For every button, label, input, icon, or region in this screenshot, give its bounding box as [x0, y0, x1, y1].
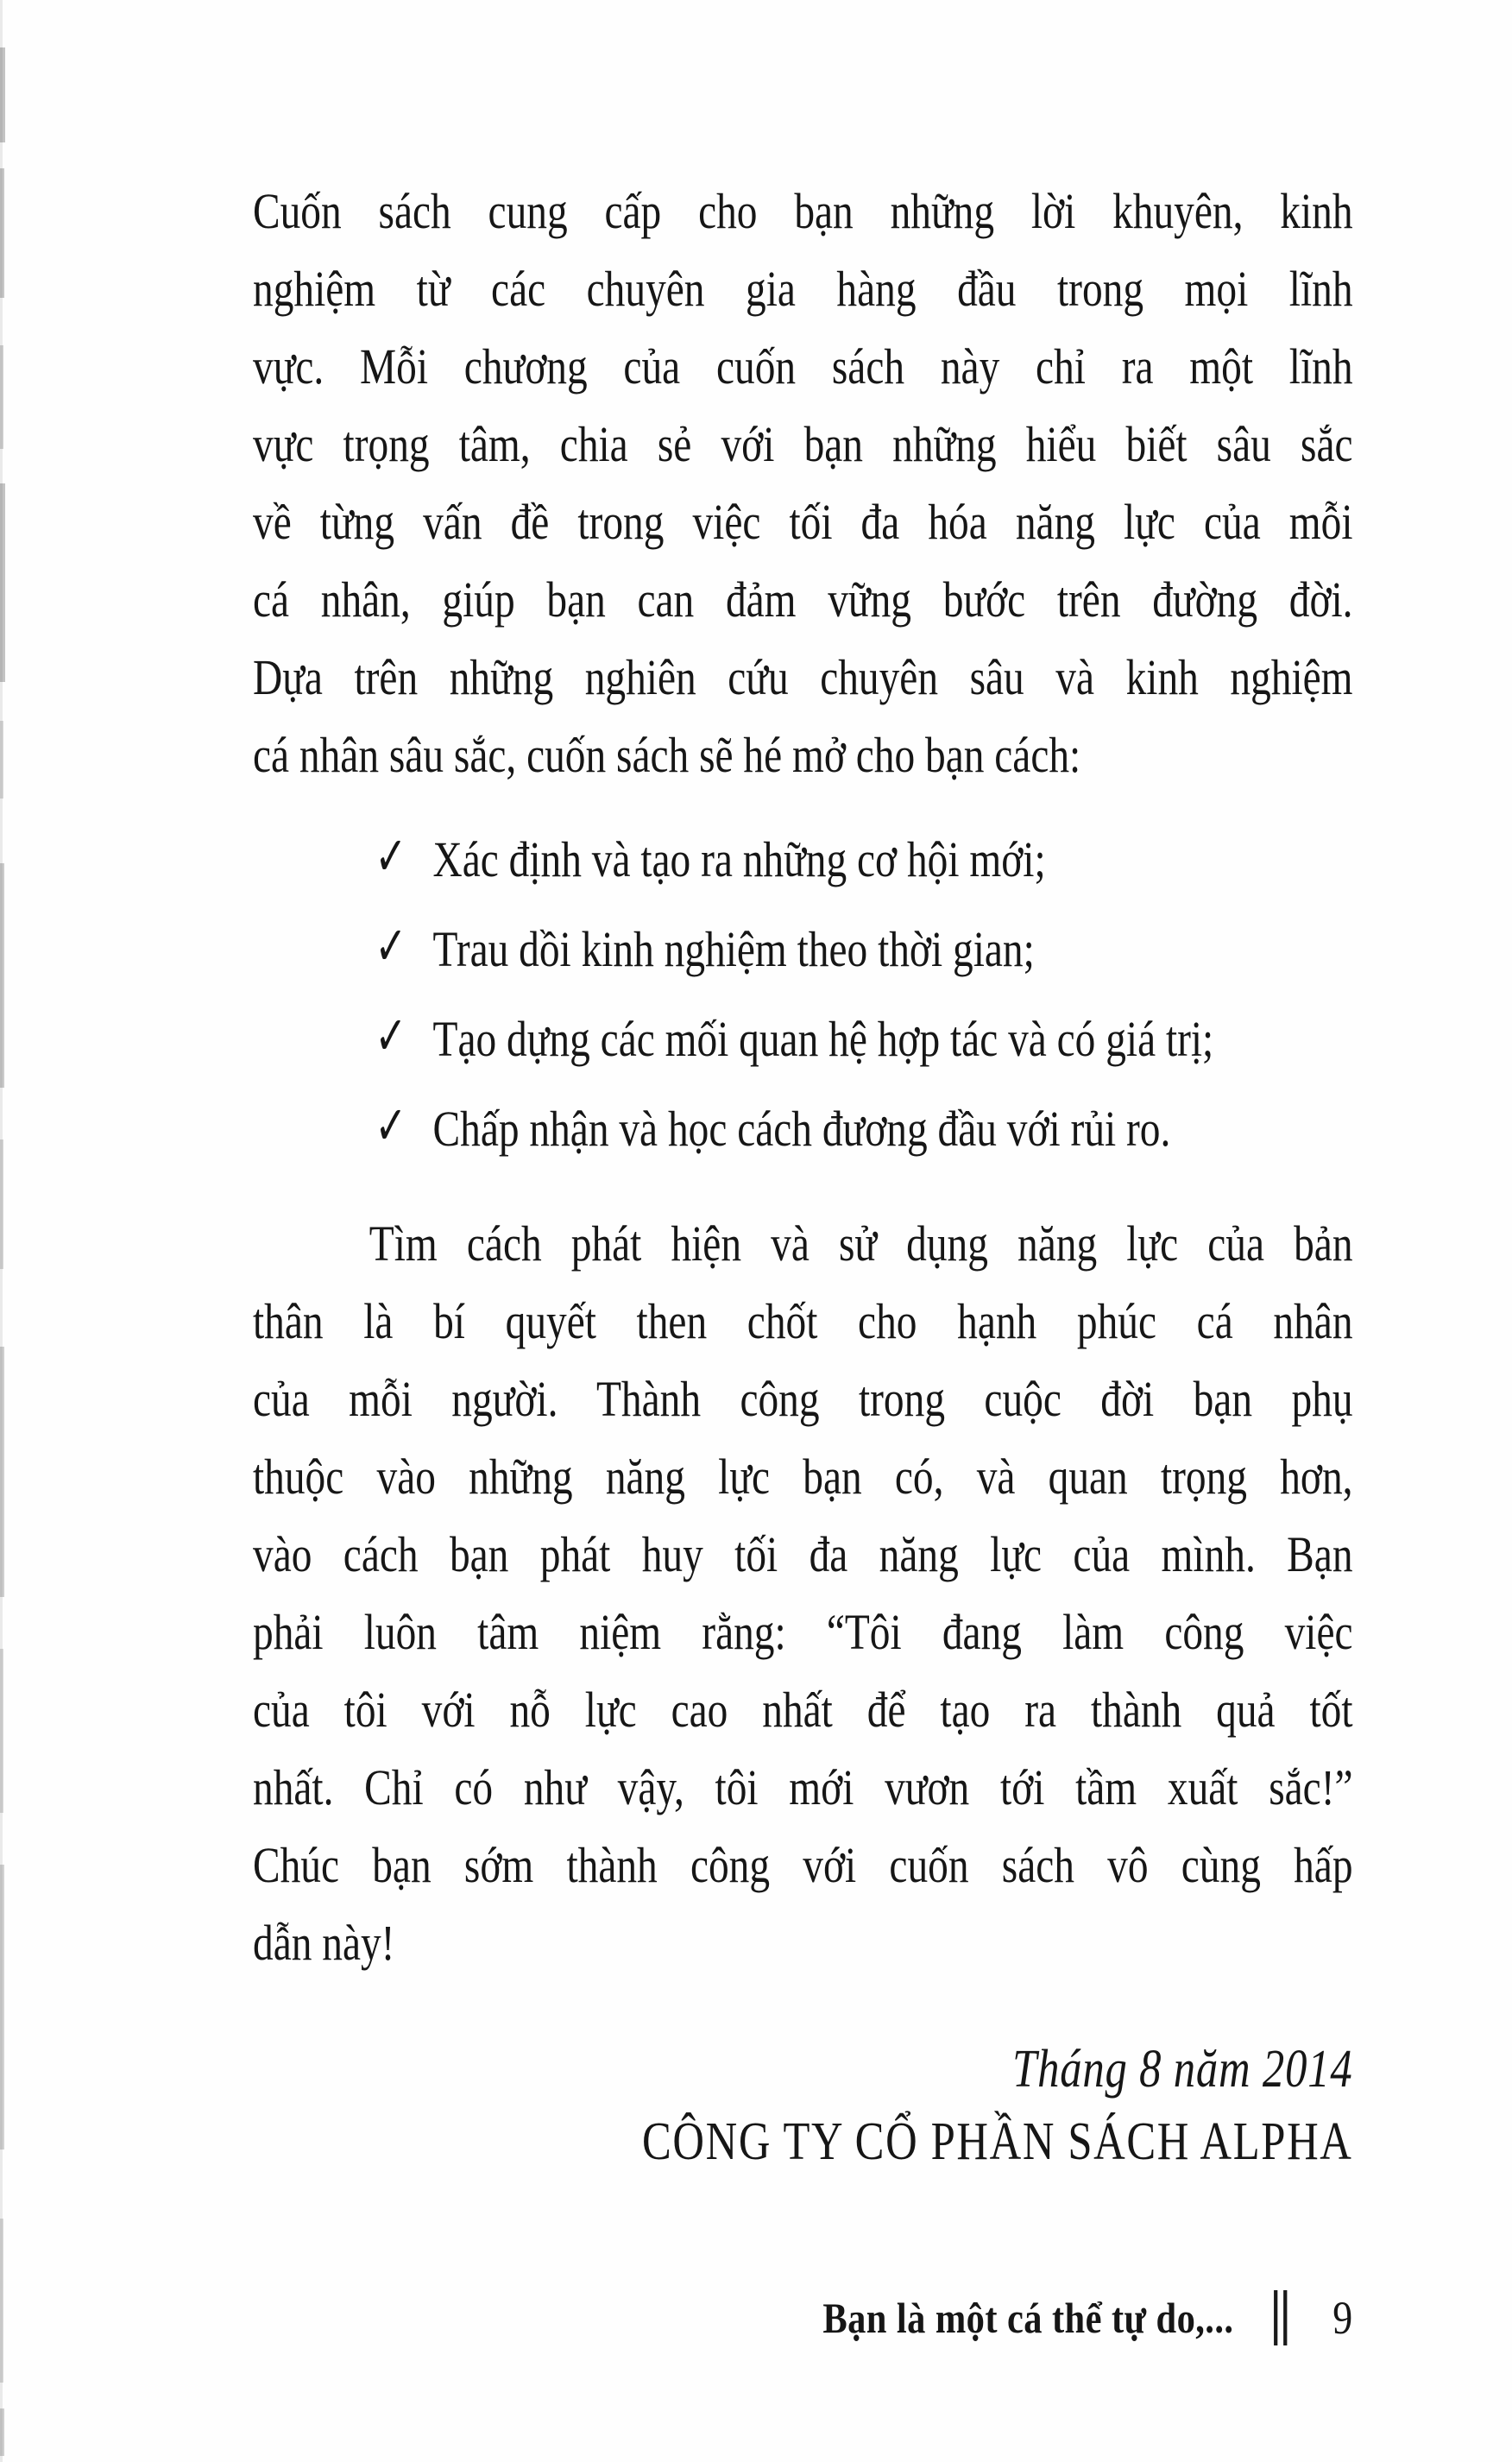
text-line: nhất. Chỉ có như vậy, tôi mới vươn tới tầm xuất sắc!” — [253, 1759, 1353, 1815]
checklist — [253, 815, 1353, 1174]
text-line: dẫn này! — [253, 1915, 395, 1971]
text-line: nghiệm từ các chuyên gia hàng đầu trong mọi lĩnh — [253, 261, 1353, 317]
check-icon: ✓ — [375, 1094, 407, 1158]
page-footer — [822, 2283, 1352, 2352]
text-line: vào cách bạn phát huy tối đa năng lực của mình. Bạn — [253, 1526, 1353, 1582]
text-line: phải luôn tâm niệm rằng: “Tôi đang làm công việc — [253, 1604, 1353, 1660]
checklist-item — [253, 905, 1353, 994]
text-column — [253, 173, 1353, 2179]
checklist-item — [253, 815, 1353, 905]
checklist-item-text: Chấp nhận và học cách đương đầu với rủi ro. — [432, 1101, 1171, 1157]
check-icon: ✓ — [375, 914, 407, 978]
closing-paragraph — [253, 1205, 1353, 1982]
check-icon: ✓ — [375, 1004, 407, 1068]
text-line: Cuốn sách cung cấp cho bạn những lời khuyên, kinh — [253, 183, 1353, 239]
checklist-item-text: Trau dồi kinh nghiệm theo thời gian; — [432, 921, 1035, 977]
text-line: thân là bí quyết then chốt cho hạnh phúc cá nhân — [253, 1293, 1353, 1349]
text-line: Dựa trên những nghiên cứu chuyên sâu và kinh nghiệm — [253, 649, 1353, 705]
checklist-item — [253, 1084, 1353, 1174]
double-rule-divider — [1274, 2290, 1287, 2345]
page-number: 9 — [1332, 2292, 1352, 2344]
text-line: cá nhân, giúp bạn can đảm vững bước trên đường đời. — [253, 571, 1353, 628]
intro-paragraph — [253, 173, 1353, 794]
text-line: của tôi với nỗ lực cao nhất để tạo ra thành quả tốt — [253, 1682, 1353, 1738]
text-line: Chúc bạn sớm thành công với cuốn sách vô cùng hấp — [253, 1837, 1353, 1893]
text-line: Tìm cách phát hiện và sử dụng năng lực của bản — [369, 1215, 1353, 1272]
signature-date: Tháng 8 năm 2014 — [1012, 2040, 1353, 2099]
text-line: vực. Mỗi chương của cuốn sách này chỉ ra một lĩnh — [253, 338, 1353, 395]
text-line: của mỗi người. Thành công trong cuộc đời bạn phụ — [253, 1371, 1353, 1427]
running-title: Bạn là một cá thể tự do,... — [822, 2294, 1234, 2342]
scan-edge-artifacts — [0, 0, 9, 2462]
text-line: vực trọng tâm, chia sẻ với bạn những hiểu biết sâu sắc — [253, 416, 1353, 472]
checklist-item — [253, 994, 1353, 1084]
signature-block — [253, 2034, 1353, 2179]
text-line: cá nhân sâu sắc, cuốn sách sẽ hé mở cho bạn cách: — [253, 727, 1081, 783]
check-icon: ✓ — [375, 824, 407, 888]
text-line: thuộc vào những năng lực bạn có, và quan trọng hơn, — [253, 1449, 1353, 1505]
text-line: về từng vấn đề trong việc tối đa hóa năng lực của mỗi — [253, 494, 1353, 550]
checklist-item-text: Xác định và tạo ra những cơ hội mới; — [432, 831, 1046, 887]
checklist-item-text: Tạo dựng các mối quan hệ hợp tác và có giá trị; — [432, 1011, 1214, 1067]
signature-company: CÔNG TY CỔ PHẦN SÁCH ALPHA — [641, 2112, 1353, 2171]
